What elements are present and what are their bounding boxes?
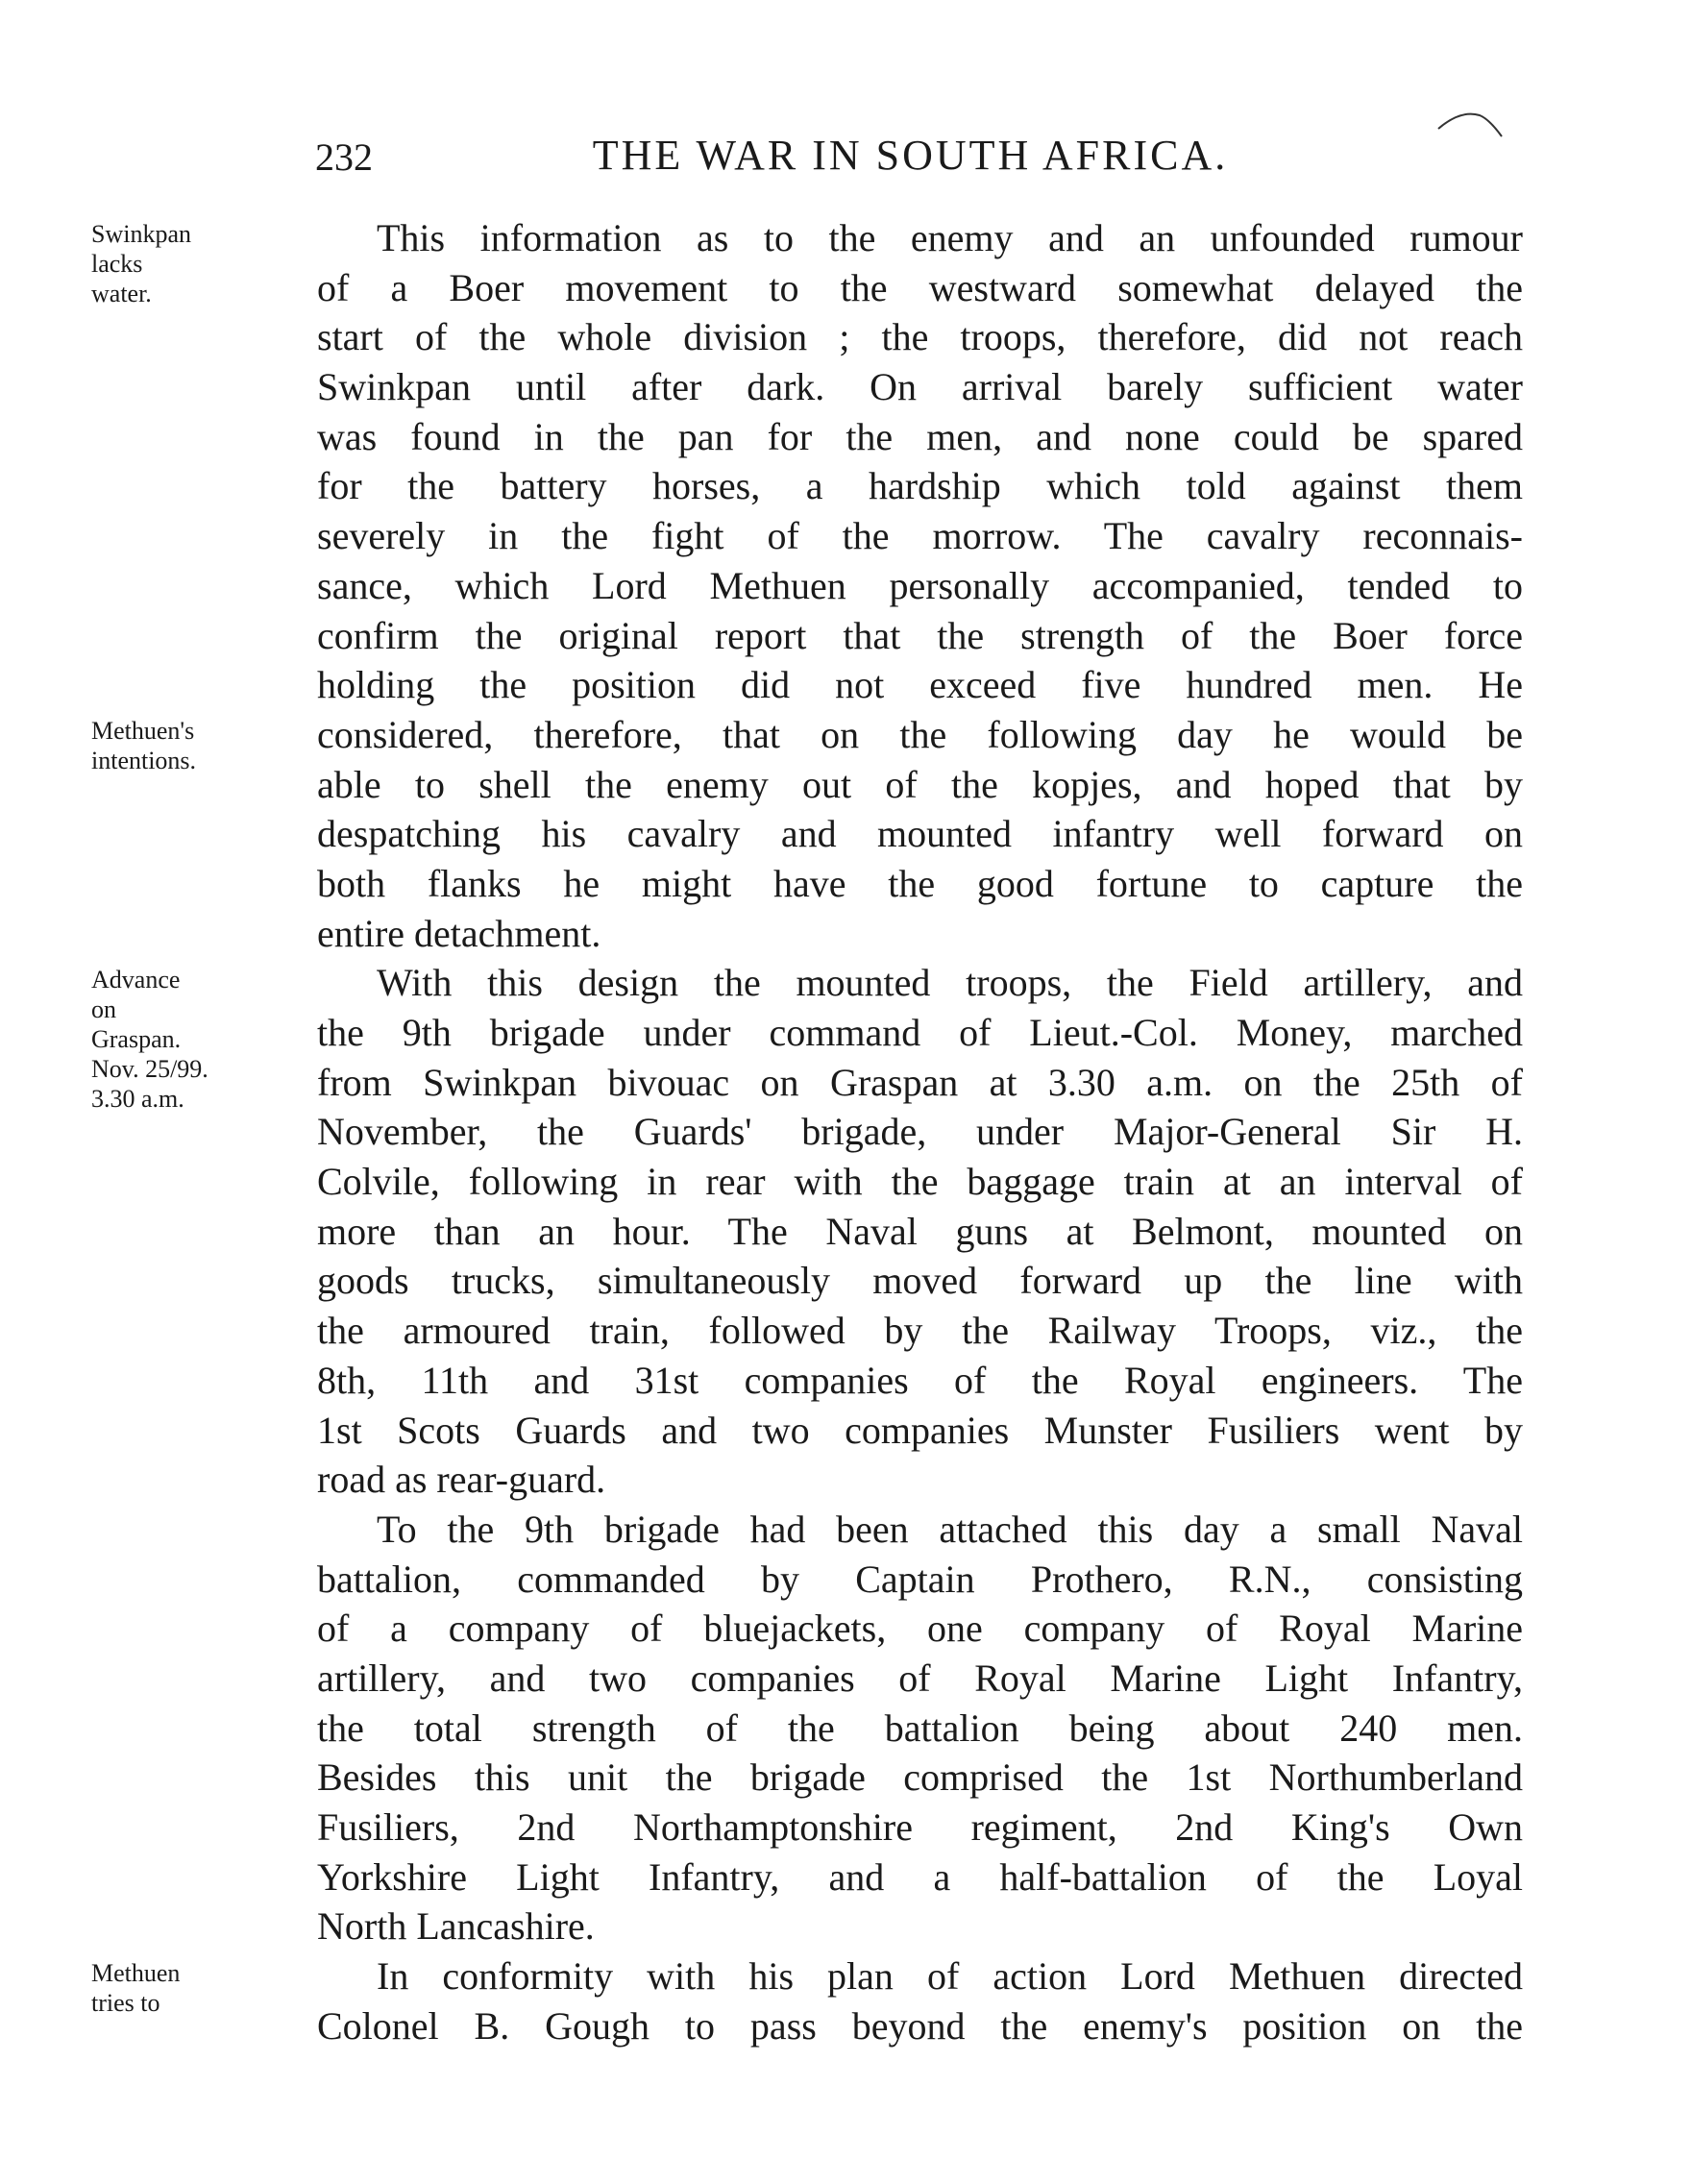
body-text [317,213,1523,2050]
margin-note-line: Graspan. [91,1024,182,1053]
text-line: the armoured train, followed by the Railway Troops, viz., the [317,1309,1523,1353]
text-line: To the 9th brigade had been attached this day a small Naval [377,1507,1523,1551]
text-line: Yorkshire Light Infantry, and a half-battalion of the Loyal [317,1854,1523,1899]
margin-note-line: water. [91,280,152,307]
text-line: from Swinkpan bivouac on Graspan at 3.30 a.m. on the 25th of [317,1060,1523,1104]
margin-note [91,219,191,308]
text-line: Colonel B. Gough to pass beyond the enemy's position on the [317,2003,1523,2048]
text-line: both flanks he might have the good fortune to capture the [317,861,1523,905]
text-line: holding the position did not exceed five hundred men. He [317,663,1523,707]
text-line: despatching his cavalry and mounted infantry well forward on [317,812,1523,856]
text-line: This information as to the enemy and an unfounded rumour [377,216,1523,259]
text-line: battalion, commanded by Captain Prothero, R.N., consisting [317,1557,1523,1601]
text-line: start of the whole division ; the troops, therefore, did not reach [317,315,1523,359]
text-line: of a Boer movement to the westward somewhat delayed the [317,265,1523,309]
margin-note [91,965,208,1114]
paragraph [317,1951,1523,2050]
text-line: the total strength of the battalion being about 240 men. [317,1705,1523,1750]
margin-note-line: Methuen's [91,717,195,745]
margin-note-line: Swinkpan [91,220,191,248]
text-line: for the battery horses, a hardship which told against them [317,464,1523,508]
text-line: Colvile, following in rear with the baggage train at an interval of [317,1160,1523,1204]
margin-note-line: lacks [91,250,143,278]
paragraph [317,213,1523,958]
text-line: goods trucks, simultaneously moved forward up the line with [317,1259,1523,1303]
text-line: of a company of bluejackets, one company of Royal Marine [317,1607,1523,1651]
text-line: 8th, 11th and 31st companies of the Royal engineers. The [317,1358,1523,1402]
text-line: confirm the original report that the strength of the Boer force [317,613,1523,657]
margin-note [91,1958,180,2018]
text-line: road as rear-guard. [317,1458,606,1502]
text-line: the 9th brigade under command of Lieut.-Col. Money, marched [317,1011,1523,1054]
text-line: was found in the pan for the men, and none could be spared [317,414,1523,458]
text-line: entire detachment. [317,911,601,955]
text-line: 1st Scots Guards and two companies Munster Fusiliers went by [317,1408,1523,1452]
text-line: considered, therefore, that on the following day he would be [317,712,1523,756]
text-line: In conformity with his plan of action Lord Methuen directed [377,1954,1523,1999]
text-line: Fusiliers, 2nd Northamptonshire regiment, 2nd King's Own [317,1805,1523,1849]
text-line: able to shell the enemy out of the kopjes, and hoped that by [317,762,1523,806]
text-line: severely in the fight of the morrow. The cavalry reconnais- [317,514,1523,558]
text-line: sance, which Lord Methuen personally accompanied, tended to [317,563,1523,607]
text-line: Swinkpan until after dark. On arrival barely sufficient water [317,365,1523,409]
paragraph [317,1505,1523,1951]
margin-note-line: Advance [91,965,181,994]
pencil-mark-icon [1436,108,1504,146]
text-line: With this design the mounted troops, the Field artillery, and [377,961,1523,1005]
margin-note-line: on [91,994,116,1023]
margin-note-line: Nov. 25/99. [91,1054,208,1083]
text-line: artillery, and two companies of Royal Marine Light Infantry, [317,1656,1523,1700]
page-number: 232 [315,135,373,179]
margin-note-line: tries to [91,1988,160,2017]
text-line: November, the Guards' brigade, under Major-General Sir H. [317,1110,1523,1154]
text-line: Besides this unit the brigade comprised the 1st Northumberland [317,1755,1523,1800]
paragraph [317,958,1523,1505]
margin-note-line: intentions. [91,747,197,774]
margin-note-line: 3.30 a.m. [91,1084,184,1113]
margin-note-line: Methuen [91,1958,181,1987]
margin-note [91,716,196,775]
running-title: THE WAR IN SOUTH AFRICA. [592,132,1229,179]
text-line: North Lancashire. [317,1904,595,1949]
text-line: more than an hour. The Naval guns at Belmont, mounted on [317,1209,1523,1253]
